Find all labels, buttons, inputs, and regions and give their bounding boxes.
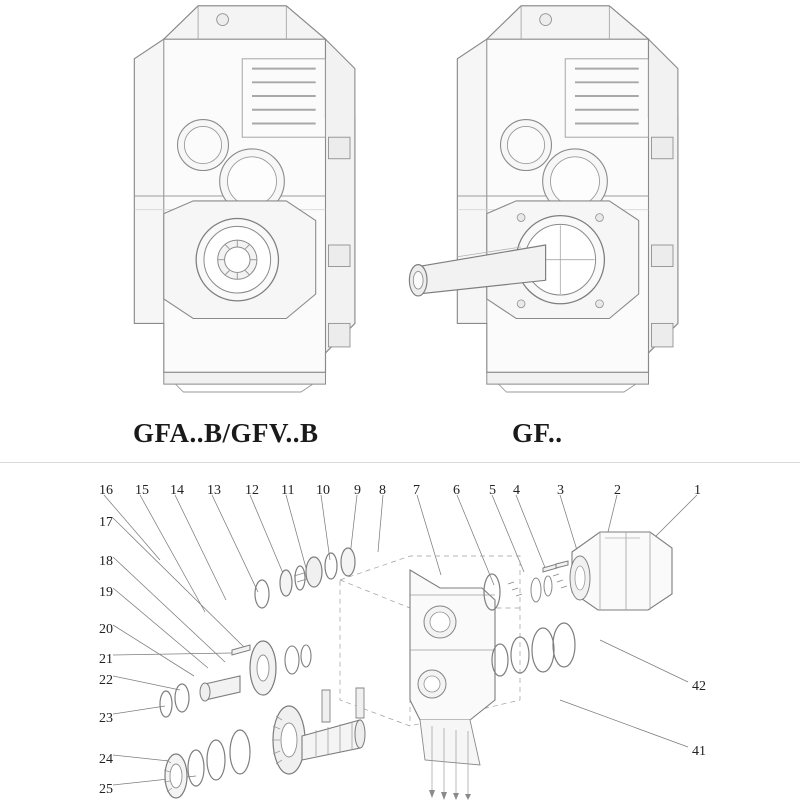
callout-13: 13 xyxy=(207,483,221,498)
callout-10: 10 xyxy=(316,483,330,498)
callout-15: 15 xyxy=(135,483,149,498)
callout-9: 9 xyxy=(354,483,361,498)
callout-24: 24 xyxy=(99,752,113,767)
callout-6: 6 xyxy=(453,483,460,498)
callout-17: 17 xyxy=(99,515,113,530)
callout-8: 8 xyxy=(379,483,386,498)
callout-22: 22 xyxy=(99,673,113,688)
callout-19: 19 xyxy=(99,585,113,600)
exploded-motor-adapter xyxy=(570,532,672,610)
callout-16: 16 xyxy=(99,483,113,498)
exploded-housing xyxy=(410,570,495,800)
exploded-ring-stack xyxy=(484,574,575,676)
callout-41: 41 xyxy=(692,744,706,759)
caption-gf: GF.. xyxy=(512,418,563,448)
callout-5: 5 xyxy=(489,483,496,498)
callout-11: 11 xyxy=(281,483,295,498)
caption-gfa-gfv: GFA..B/GFV..B xyxy=(133,418,319,448)
exploded-gear-shaft-lower xyxy=(164,688,365,798)
callout-42: 42 xyxy=(692,679,706,694)
callout-7: 7 xyxy=(413,483,420,498)
callout-23: 23 xyxy=(99,711,113,726)
callout-1: 1 xyxy=(694,483,701,498)
callout-4: 4 xyxy=(513,483,520,498)
callout-14: 14 xyxy=(170,483,184,498)
callout-21: 21 xyxy=(99,652,113,667)
callout-3: 3 xyxy=(557,483,564,498)
callout-2: 2 xyxy=(614,483,621,498)
callout-12: 12 xyxy=(245,483,259,498)
callout-25: 25 xyxy=(99,782,113,797)
callout-20: 20 xyxy=(99,622,113,637)
callout-18: 18 xyxy=(99,554,113,569)
